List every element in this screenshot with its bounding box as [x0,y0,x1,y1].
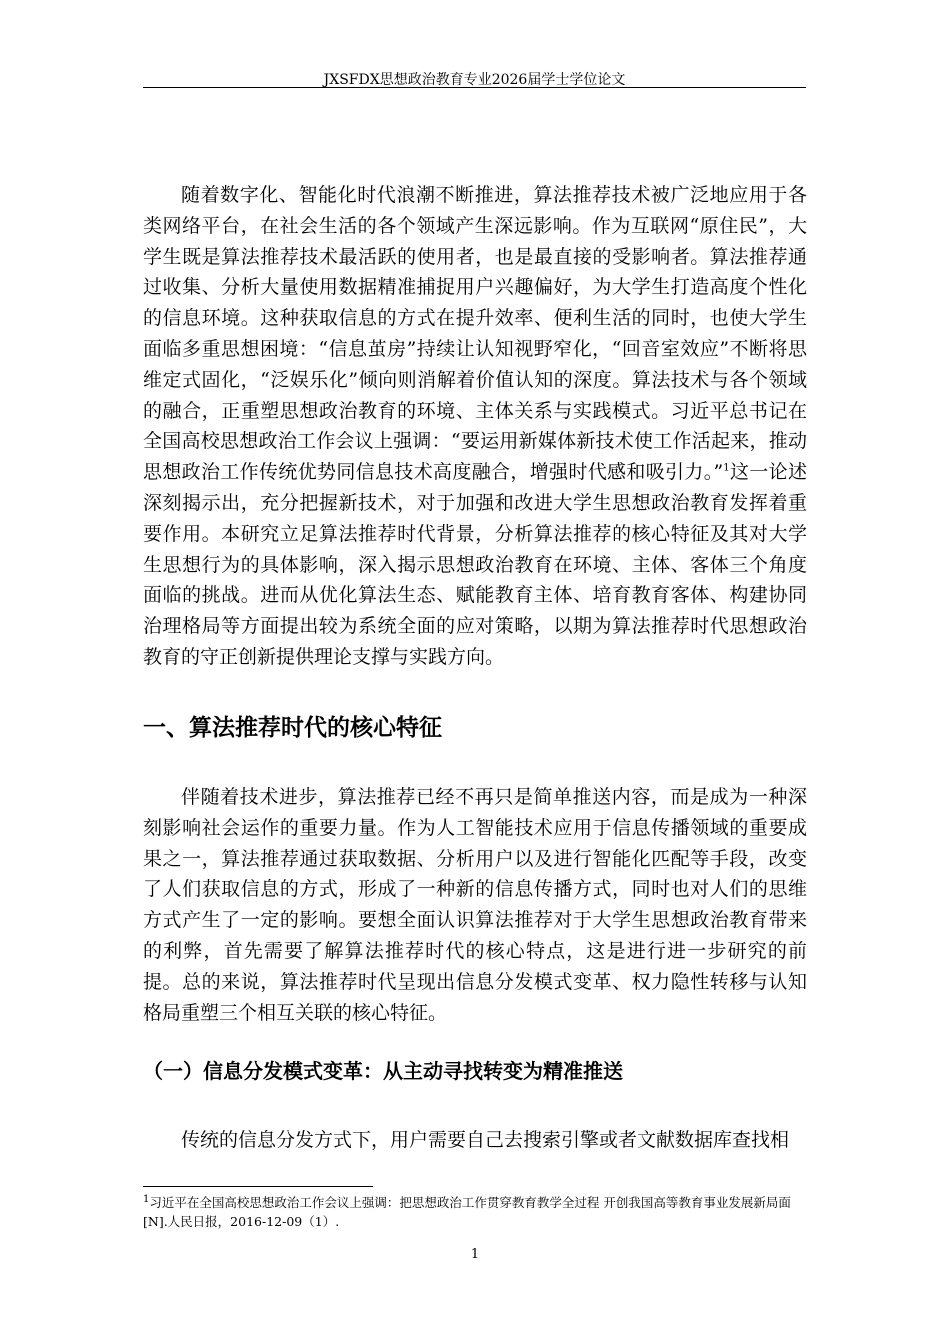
intro-paragraph [143,180,807,673]
footnote-reference[interactable]: 1 [723,462,730,474]
section-heading: 一、算法推荐时代的核心特征 [143,715,442,741]
header-divider [143,87,806,88]
footnote-text: 习近平在全国高校思想政治工作会议上强调：把思想政治工作贯穿教育教学全过程 开创我国高等教育事业发展新局面[N].人民日报，2016-12-09（1）. [143,1195,791,1229]
section-paragraph: 伴随着技术进步，算法推荐已经不再只是简单推送内容，而是成为一种深刻影响社会运作的重要力量。作为人工智能技术应用于信息传播领域的重要成果之一，算法推荐通过获取数据、分析用户以及进行智能化匹配等手段，改变了人们获取信息的方式，形成了一种新的信息传播方式，同时也对人们的思维方式产生了一定的影响。要想全面认识算法推荐对于大学生思想政治教育带来的利弊，首先需要了解算法推荐时代的核心特点，这是进行进一步研究的前提。总的来说，算法推荐时代呈现出信息分发模式变革、权力隐性转移与认知格局重塑三个相互关联的核心特征。 [143,786,807,1024]
footnote-marker: 1 [143,1193,150,1205]
intro-text-part-b: 这一论述深刻揭示出，充分把握新技术，对于加强和改进大学生思想政治教育发挥着重要作用。本研究立足算法推荐时代背景，分析算法推荐的核心特征及其对大学生思想行为的具体影响，深入揭示思想政治教育在环境、主体、客体三个角度面临的挑战。进而从优化算法生态、赋能教育主体、培育教育客体、构建协同治理格局等方面提出较为系统全面的应对策略，以期为算法推荐时代思想政治教育的守正创新提供理论支撑与实践方向。 [143,461,807,668]
subsection-heading: （一）信息分发模式变革：从主动寻找转变为精准推送 [143,1059,623,1083]
footnote [143,1193,807,1231]
footnote-divider [143,1186,373,1187]
subsection-paragraph: 传统的信息分发方式下，用户需要自己去搜索引擎或者文献数据库查找相 [181,1129,790,1151]
page-number: 1 [470,1247,480,1262]
running-header: JXSFDX思想政治教育专业2026届学士学位论文 [323,72,626,88]
intro-text-part-a: 随着数字化、智能化时代浪潮不断推进，算法推荐技术被广泛地应用于各类网络平台，在社会生活的各个领域产生深远影响。作为互联网“原住民”，大学生既是算法推荐技术最活跃的使用者，也是最直接的受影响者。算法推荐通过收集、分析大量使用数据精准捕捉用户兴趣偏好，为大学生打造高度个性化的信息环境。这种获取信息的方式在提升效率、便利生活的同时，也使大学生面临多重思想困境：“信息茧房”持续让认知视野窄化，“回音室效应”不断将思维定式固化，“泛娱乐化”倾向则消解着价值认知的深度。算法技术与各个领域的融合，正重塑思想政治教育的环境、主体关系与实践模式。习近平总书记在全国高校思想政治工作会议上强调：“要运用新媒体新技术使工作活起来，推动思想政治工作传统优势同信息技术高度融合，增强时代感和吸引力。” [143,184,807,484]
